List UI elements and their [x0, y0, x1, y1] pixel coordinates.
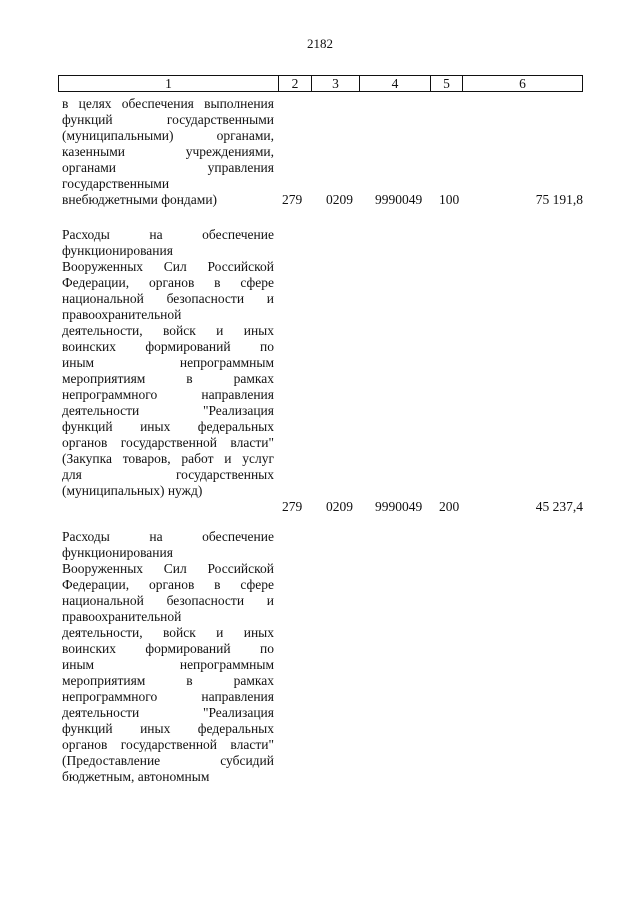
row-subsection-code: 0209	[326, 192, 353, 207]
header-col-2: 2	[279, 76, 312, 91]
description-line: воинских формирований по	[62, 641, 274, 656]
description-line: воинских формирований по	[62, 339, 274, 354]
row-section-code: 279	[282, 499, 303, 514]
table-header-row	[58, 75, 583, 92]
header-col-4: 4	[360, 76, 431, 91]
table-row	[62, 96, 583, 208]
description-line: непрограммного направления	[62, 387, 274, 402]
description-line: Федерации, органов в сфере	[62, 577, 274, 592]
description-line: деятельности, войск и иных	[62, 323, 274, 338]
description-line: (Закупка товаров, работ и услуг	[62, 451, 274, 466]
page-number: 2182	[307, 36, 333, 51]
description-line: внебюджетными фондами)	[62, 192, 218, 207]
description-line: деятельности "Реализация	[62, 403, 274, 418]
description-line: правоохранительной	[62, 609, 182, 624]
header-col-1: 1	[59, 76, 279, 91]
row-target-code: 9990049	[375, 192, 423, 207]
description-line: функционирования	[62, 545, 173, 560]
description-line: деятельности "Реализация	[62, 705, 274, 720]
description-line: мероприятиям в рамках	[62, 673, 274, 688]
row-expense-type: 200	[439, 499, 460, 514]
header-col-3: 3	[312, 76, 360, 91]
description-line: функций иных федеральных	[62, 721, 274, 736]
description-line: иным непрограммным	[62, 355, 274, 370]
description-line: Расходы на обеспечение	[62, 227, 274, 242]
description-line: функций иных федеральных	[62, 419, 274, 434]
row-subsection-code: 0209	[326, 499, 353, 514]
row-description	[62, 96, 274, 208]
description-line: функционирования	[62, 243, 173, 258]
row-amount: 75 191,8	[535, 192, 583, 207]
description-line: деятельности, войск и иных	[62, 625, 274, 640]
row-expense-type: 100	[439, 192, 460, 207]
description-line: иным непрограммным	[62, 657, 274, 672]
description-line: функций государственными	[62, 112, 274, 127]
row-description	[62, 529, 274, 785]
description-line: непрограммного направления	[62, 689, 274, 704]
description-line: государственными	[62, 176, 170, 191]
header-col-5: 5	[431, 76, 463, 91]
description-line: национальной безопасности и	[62, 593, 274, 608]
description-line: мероприятиям в рамках	[62, 371, 274, 386]
description-line: в целях обеспечения выполнения	[62, 96, 274, 111]
row-description	[62, 227, 274, 499]
description-line: правоохранительной	[62, 307, 182, 322]
description-line: органов государственной власти"	[62, 435, 274, 450]
description-line: казенными учреждениями,	[62, 144, 274, 159]
description-line: (муниципальными) органами,	[62, 128, 274, 143]
table-row	[62, 227, 583, 514]
description-line: Вооруженных Сил Российской	[62, 259, 274, 274]
description-line: национальной безопасности и	[62, 291, 274, 306]
row-amount: 45 237,4	[535, 499, 583, 514]
description-line: Федерации, органов в сфере	[62, 275, 274, 290]
description-line: (Предоставление субсидий	[62, 753, 274, 768]
description-line: органов государственной власти"	[62, 737, 274, 752]
description-line: для государственных	[62, 467, 274, 482]
description-line: органами управления	[62, 160, 274, 175]
row-target-code: 9990049	[375, 499, 423, 514]
description-line: Расходы на обеспечение	[62, 529, 274, 544]
description-line: Вооруженных Сил Российской	[62, 561, 274, 576]
description-line: бюджетным, автономным	[62, 769, 210, 784]
table-row	[62, 529, 583, 785]
row-section-code: 279	[282, 192, 303, 207]
header-col-6: 6	[519, 76, 526, 91]
description-line: (муниципальных) нужд)	[62, 483, 203, 498]
